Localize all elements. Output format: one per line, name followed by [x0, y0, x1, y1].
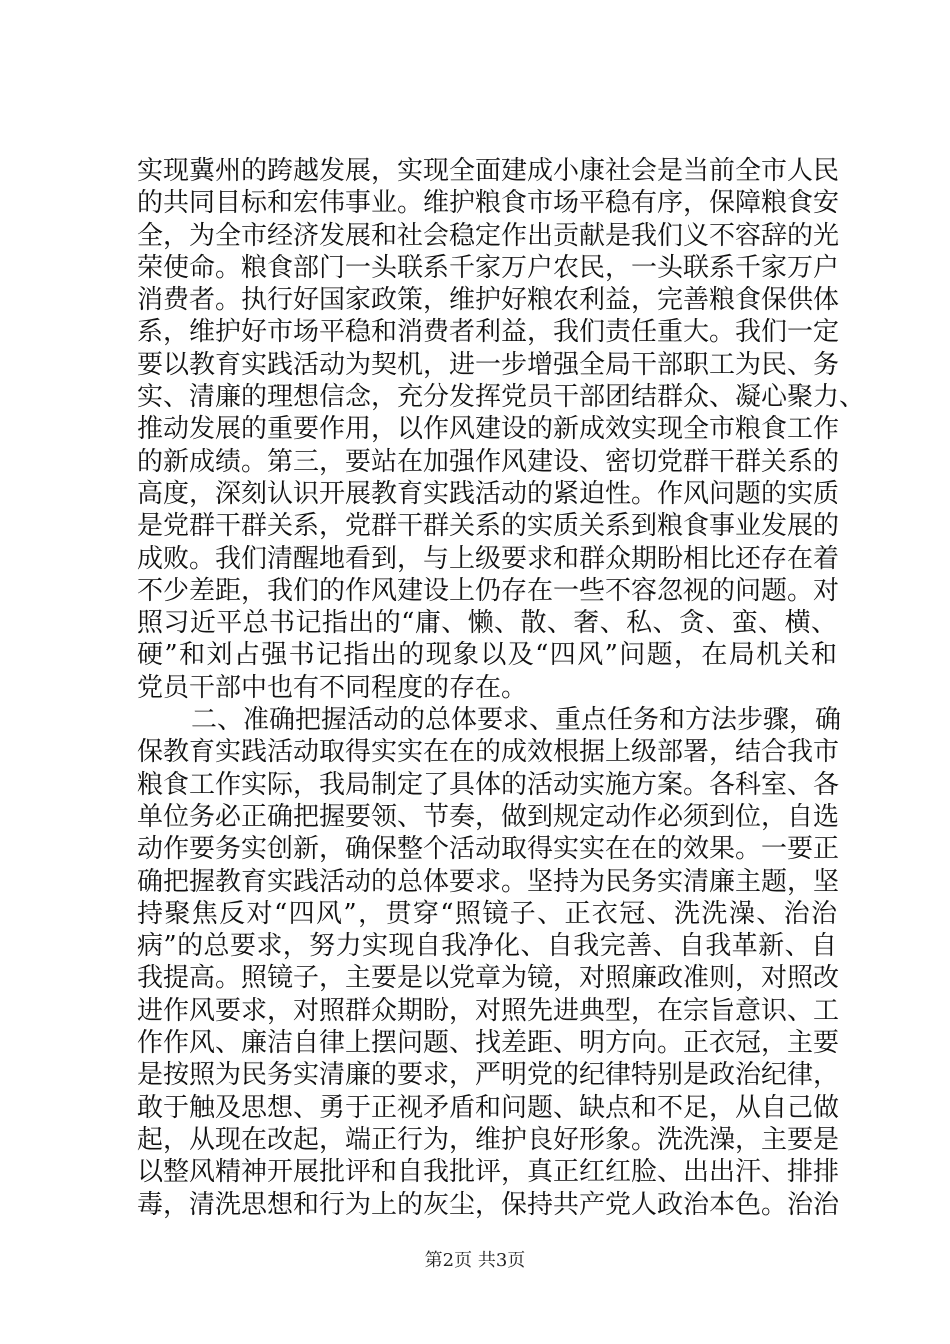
- text-line: 要以教育实践活动为契机，进一步增强全局干部职工为民、务: [137, 349, 840, 380]
- text-line: 实现冀州的跨越发展，实现全面建成小康社会是当前全市人民: [137, 156, 840, 186]
- text-line: 系，维护好市场平稳和消费者利益，我们责任重大。我们一定: [137, 317, 840, 348]
- text-line: 进作风要求，对照群众期盼，对照先进典型，在宗旨意识、工: [137, 995, 840, 1026]
- text-line: 以整风精神开展批评和自我批评，真正红红脸、出出汗、排排: [137, 1157, 840, 1188]
- text-line: 的共同目标和宏伟事业。维护粮食市场平稳有序，保障粮食安: [137, 188, 840, 219]
- text-line: 起，从现在改起，端正行为，维护良好形象。洗洗澡，主要是: [137, 1124, 840, 1155]
- text-line: 的新成绩。第三，要站在加强作风建设、密切党群干群关系的: [137, 446, 840, 477]
- text-line: 病”的总要求，努力实现自我净化、自我完善、自我革新、自: [137, 931, 837, 962]
- text-line: 硬”和刘占强书记指出的现象以及“四风”问题，在局机关和: [137, 640, 837, 671]
- text-line: 是按照为民务实清廉的要求，严明党的纪律特别是政治纪律，: [137, 1060, 840, 1091]
- text-line: 高度，深刻认识开展教育实践活动的紧迫性。作风问题的实质: [137, 478, 840, 509]
- text-line: 全，为全市经济发展和社会稳定作出贡献是我们义不容辞的光: [137, 220, 840, 251]
- text-line: 是党群干群关系，党群干群关系的实质关系到粮食事业发展的: [137, 511, 840, 542]
- text-line: 持聚焦反对“四风”，贯穿“照镜子、正衣冠、洗洗澡、治治: [137, 898, 837, 929]
- text-line: 单位务必正确把握要领、节奏，做到规定动作必须到位，自选: [137, 801, 840, 832]
- paragraph-heading-line: 二、准确把握活动的总体要求、重点任务和方法步骤，确: [191, 705, 842, 736]
- text-line: 党员干部中也有不同程度的存在。: [137, 672, 528, 703]
- page-number-footer: 第2页 共3页: [424, 1250, 526, 1271]
- text-line: 成败。我们清醒地看到，与上级要求和群众期盼相比还存在着: [137, 543, 840, 574]
- text-line: 不少差距，我们的作风建设上仍存在一些不容忽视的问题。对: [137, 575, 840, 606]
- text-line: 确把握教育实践活动的总体要求。坚持为民务实清廉主题，坚: [137, 866, 840, 897]
- text-line: 实、清廉的理想信念，充分发挥党员干部团结群众、凝心聚力、: [137, 382, 866, 413]
- text-line: 照习近平总书记指出的“庸、懒、散、奢、私、贪、蛮、横、: [137, 608, 837, 639]
- text-line: 作作风、廉洁自律上摆问题、找差距、明方向。正衣冠，主要: [137, 1028, 840, 1059]
- text-line: 我提高。照镜子，主要是以党章为镜，对照廉政准则，对照改: [137, 963, 840, 994]
- text-line: 保教育实践活动取得实实在在的成效根据上级部署，结合我市: [137, 737, 840, 768]
- text-line: 敢于触及思想、勇于正视矛盾和问题、缺点和不足，从自己做: [137, 1092, 840, 1123]
- text-line: 粮食工作实际，我局制定了具体的活动实施方案。各科室、各: [137, 769, 840, 800]
- body-text: [137, 155, 866, 1221]
- text-line: 毒，清洗思想和行为上的灰尘，保持共产党人政治本色。治治: [137, 1189, 840, 1220]
- text-line: 动作要务实创新，确保整个活动取得实实在在的效果。一要正: [137, 834, 840, 865]
- text-line: 消费者。执行好国家政策，维护好粮农利益，完善粮食保供体: [137, 285, 840, 316]
- text-line: 推动发展的重要作用，以作风建设的新成效实现全市粮食工作: [137, 414, 840, 445]
- text-line: 荣使命。粮食部门一头联系千家万户农民，一头联系千家万户: [137, 252, 840, 283]
